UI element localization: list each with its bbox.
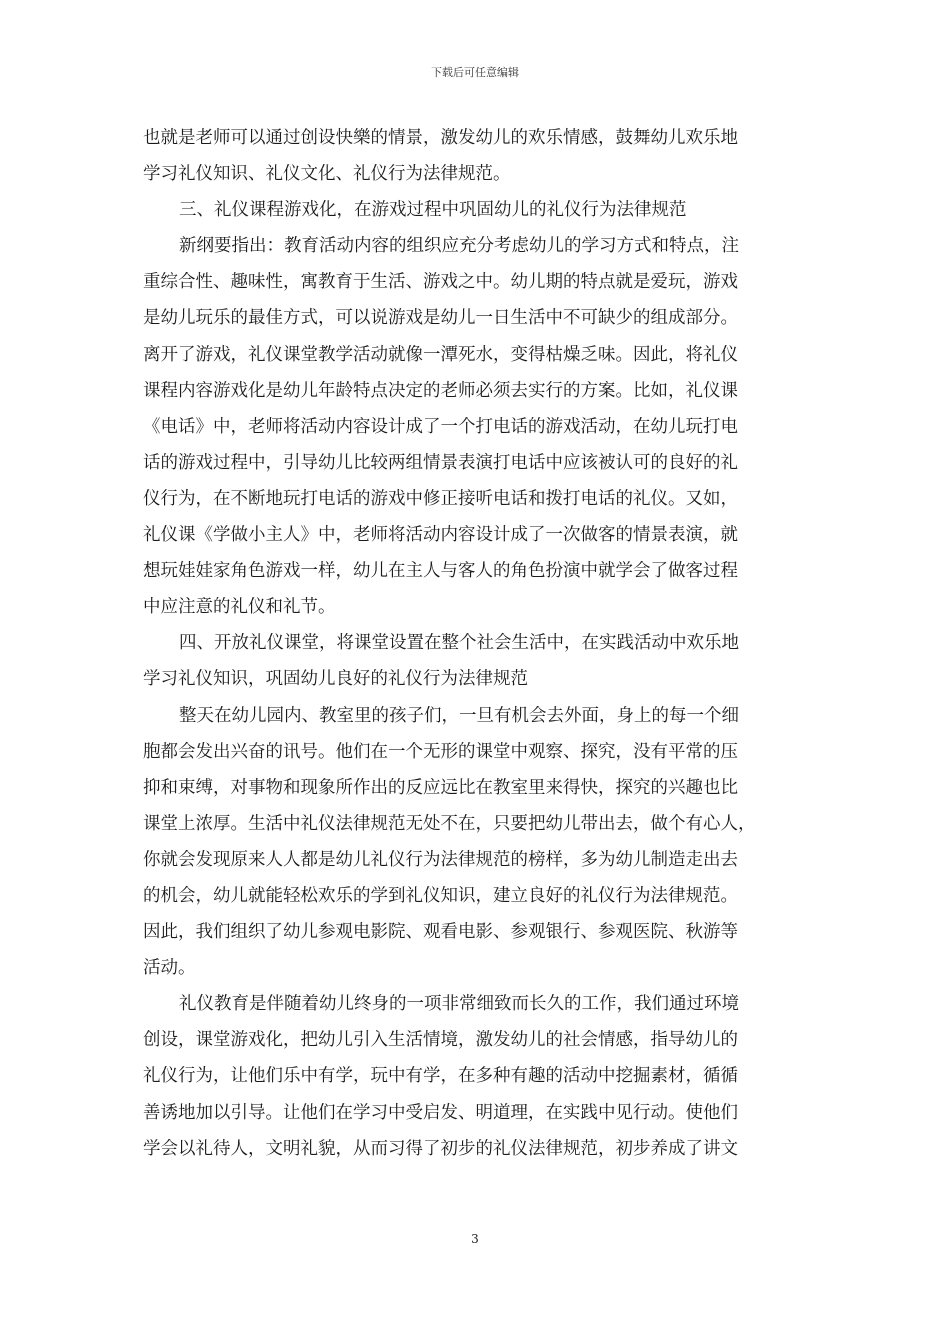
text-line: 也就是老师可以通过创设快樂的情景，激发幼儿的欢乐情感，鼓舞幼儿欢乐地: [143, 128, 738, 148]
section-heading: 三、礼仪课程游戏化，在游戏过程中巩固幼儿的礼仪行为法律规范: [179, 200, 687, 221]
text-line: 《电话》中，老师将活动内容设计成了一个打电话的游戏活动，在幼儿玩打电: [143, 416, 738, 437]
text-line: 活动。: [143, 958, 196, 979]
text-line: 学习礼仪知识、礼仪文化、礼仪行为法律规范。: [143, 164, 511, 185]
text-line: 礼仪课《学做小主人》中，老师将活动内容设计成了一次做客的情景表演，就: [143, 525, 738, 546]
text-line: 重综合性、趣味性，寓教育于生活、游戏之中。幼儿期的特点就是爱玩，游戏: [143, 272, 738, 293]
text-line: 话的游戏过程中，引导幼儿比较两组情景表演打电话中应该被认可的良好的礼: [143, 452, 738, 473]
text-line: 因此，我们组织了幼儿参观电影院、观看电影、参观银行、参观医院、秋游等: [143, 922, 738, 943]
page-header: 下载后可任意编辑: [431, 66, 519, 79]
text-line: 仪行为，在不断地玩打电话的游戏中修正接听电话和拨打电话的礼仪。又如，: [143, 488, 738, 509]
text-line: 创设，课堂游戏化，把幼儿引入生活情境，激发幼儿的社会情感，指导幼儿的: [143, 1030, 738, 1051]
section-heading: 四、开放礼仪课堂，将课堂设置在整个社会生活中，在实践活动中欢乐地: [179, 633, 739, 654]
document-body: [143, 120, 808, 1167]
text-line: 课程内容游戏化是幼儿年龄特点决定的老师必须去实行的方案。比如，礼仪课: [143, 380, 738, 401]
text-line: 善诱地加以引导。让他们在学习中受启发、明道理，在实践中见行动。使他们: [143, 1102, 738, 1123]
text-line: 整天在幼儿园内、教室里的孩子们，一旦有机会去外面，身上的每一个细: [179, 705, 739, 726]
page-number: 3: [471, 1232, 479, 1246]
text-line: 胞都会发出兴奋的讯号。他们在一个无形的课堂中观察、探究，没有平常的压: [143, 741, 738, 762]
text-line: 学会以礼待人，文明礼貌，从而习得了初步的礼仪法律规范，初步养成了讲文: [143, 1138, 738, 1159]
text-line: 礼仪行为，让他们乐中有学，玩中有学，在多种有趣的活动中挖掘素材，循循: [143, 1066, 738, 1087]
text-line: 学习礼仪知识，巩固幼儿良好的礼仪行为法律规范: [143, 669, 528, 690]
text-line: 你就会发现原来人人都是幼儿礼仪行为法律规范的榜样，多为幼儿制造走出去: [143, 849, 738, 870]
text-line: 礼仪教育是伴随着幼儿终身的一项非常细致而长久的工作，我们通过环境: [179, 994, 739, 1015]
text-line: 中应注意的礼仪和礼节。: [143, 597, 336, 618]
text-line: 是幼儿玩乐的最佳方式，可以说游戏是幼儿一日生活中不可缺少的组成部分。: [143, 308, 738, 329]
text-line: 离开了游戏，礼仪课堂教学活动就像一潭死水，变得枯燥乏味。因此，将礼仪: [143, 344, 738, 365]
text-line: 课堂上浓厚。生活中礼仪法律规范无处不在，只要把幼儿带出去，做个有心人，: [143, 813, 756, 834]
text-line: 新纲要指出：教育活动内容的组织应充分考虑幼儿的学习方式和特点，注: [179, 236, 739, 257]
text-line: 抑和束缚，对事物和现象所作出的反应远比在教室里来得快，探究的兴趣也比: [143, 777, 738, 798]
text-line: 的机会，幼儿就能轻松欢乐的学到礼仪知识，建立良好的礼仪行为法律规范。: [143, 885, 738, 906]
text-line: 想玩娃娃家角色游戏一样，幼儿在主人与客人的角色扮演中就学会了做客过程: [143, 561, 738, 582]
